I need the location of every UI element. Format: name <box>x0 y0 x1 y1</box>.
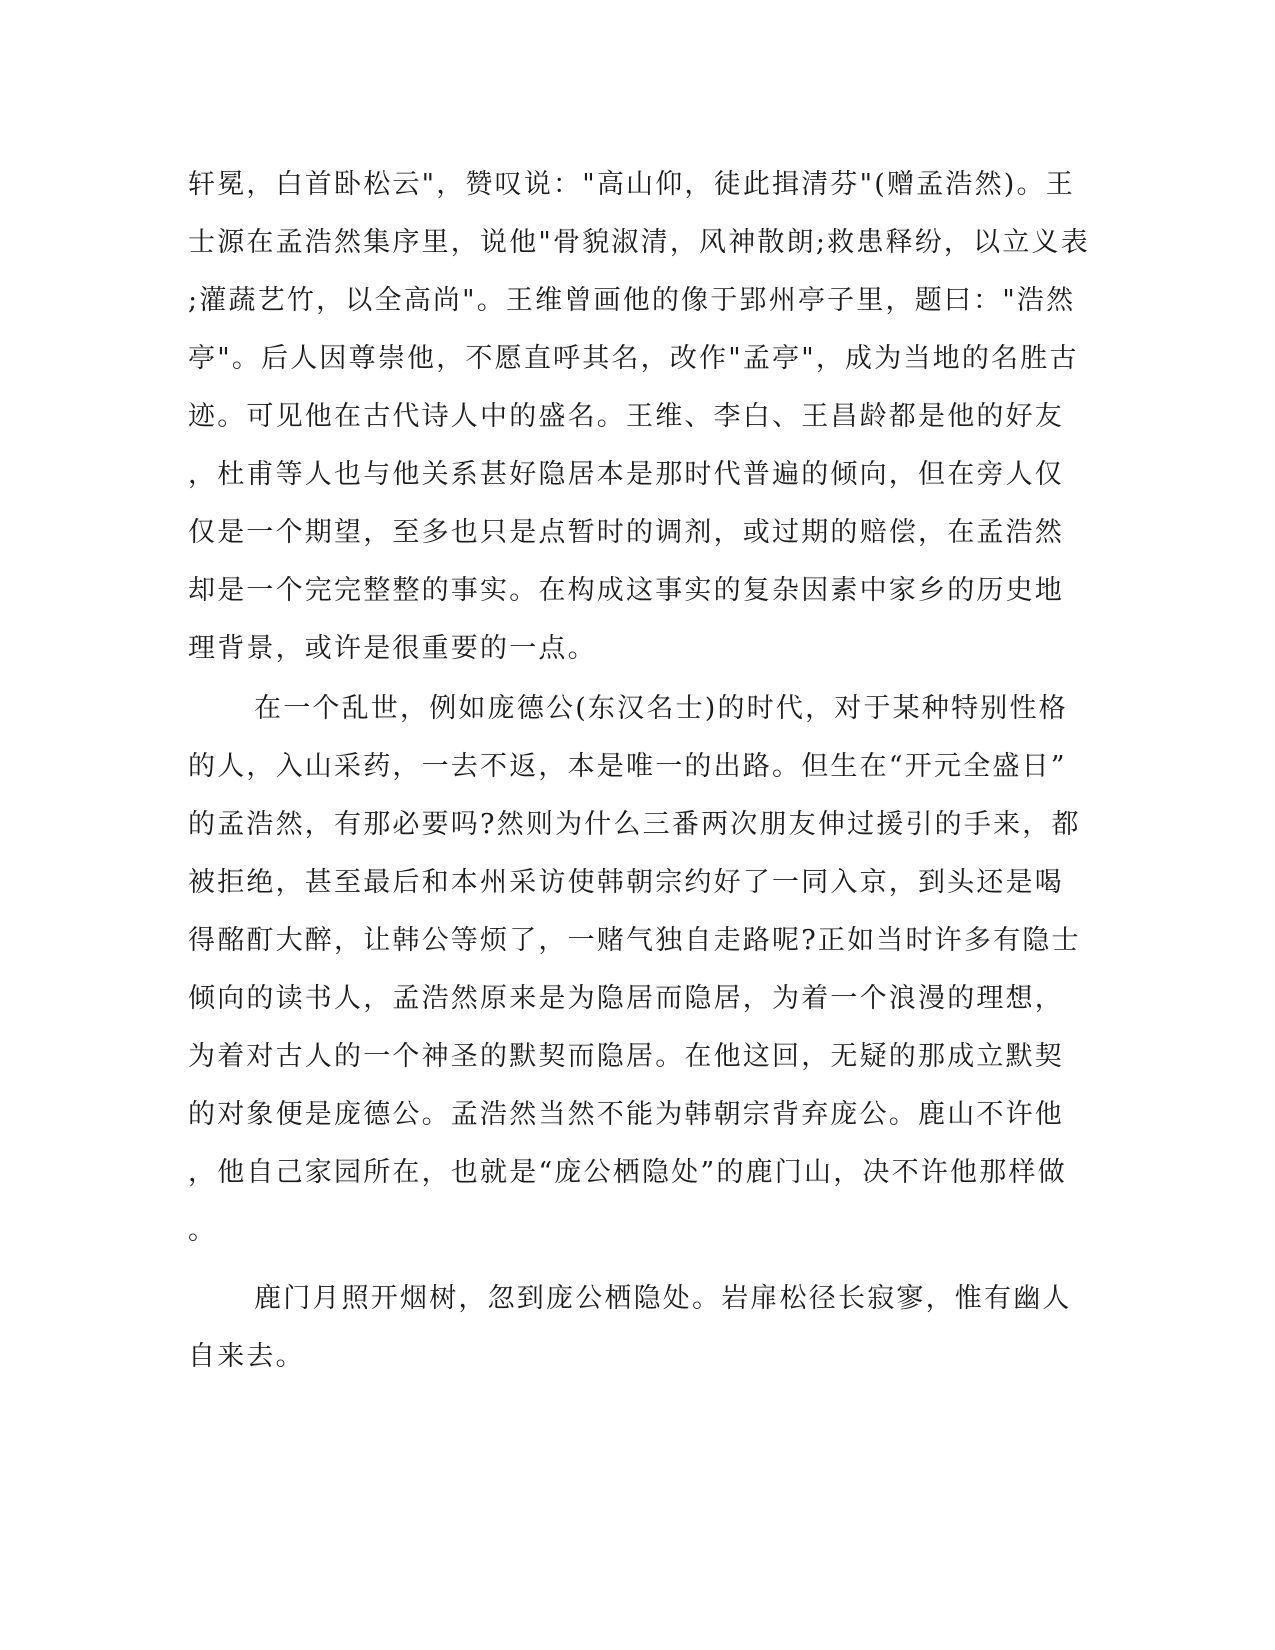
text-line: ，杜甫等人也与他关系甚好隐居本是那时代普遍的倾向，但在旁人仅 <box>188 459 1064 490</box>
text-line: 倾向的读书人，孟浩然原来是为隐居而隐居，为着一个浪漫的理想， <box>188 983 1064 1014</box>
text-line: 的人，入山采药，一去不返，本是唯一的出路。但生在“开元全盛日” <box>188 751 1067 782</box>
paragraph-start-line: 鹿门月照开烟树，忽到庞公栖隐处。岩扉松径长寂寥，惟有幽人 <box>254 1283 1072 1314</box>
text-line: 得酩酊大醉，让韩公等烦了，一赌气独自走路呢?正如当时许多有隐士 <box>188 925 1081 956</box>
text-line: 的孟浩然，有那必要吗?然则为什么三番两次朋友伸过援引的手来，都 <box>188 809 1081 840</box>
paragraph-start-line: 在一个乱世，例如庞德公(东汉名士)的时代，对于某种特别性格 <box>254 693 1068 724</box>
text-line: 仅是一个期望，至多也只是点暂时的调剂，或过期的赔偿，在孟浩然 <box>188 517 1064 548</box>
text-line: 亭"。后人因尊崇他，不愿直呼其名，改作"孟亭"，成为当地的名胜古 <box>188 343 1079 374</box>
text-line: 却是一个完完整整的事实。在构成这事实的复杂因素中家乡的历史地 <box>188 575 1064 606</box>
text-line: 的对象便是庞德公。孟浩然当然不能为韩朝宗背弃庞公。鹿山不许他 <box>188 1099 1064 1130</box>
text-line: 理背景，或许是很重要的一点。 <box>188 633 597 664</box>
text-line: 自来去。 <box>188 1341 305 1372</box>
text-line: ，他自己家园所在，也就是“庞公栖隐处”的鹿门山，决不许他那样做 <box>188 1157 1067 1188</box>
text-line: 迹。可见他在古代诗人中的盛名。王维、李白、王昌龄都是他的好友 <box>188 401 1064 432</box>
text-line: 被拒绝，甚至最后和本州采访使韩朝宗约好了一同入京，到头还是喝 <box>188 867 1064 898</box>
text-line: 为着对古人的一个神圣的默契而隐居。在他这回，无疑的那成立默契 <box>188 1041 1064 1072</box>
text-line: 。 <box>188 1215 218 1246</box>
text-line: ;灌蔬艺竹，以全高尚"。王维曾画他的像于郢州亭子里，题曰："浩然 <box>188 285 1076 316</box>
text-line: 轩冕，白首卧松云"，赞叹说："高山仰，徒此揖清芬"(赠孟浩然)。王 <box>188 169 1075 200</box>
text-line: 士源在孟浩然集序里，说他"骨貌淑清，风神散朗;救患释纷，以立义表 <box>188 227 1090 258</box>
